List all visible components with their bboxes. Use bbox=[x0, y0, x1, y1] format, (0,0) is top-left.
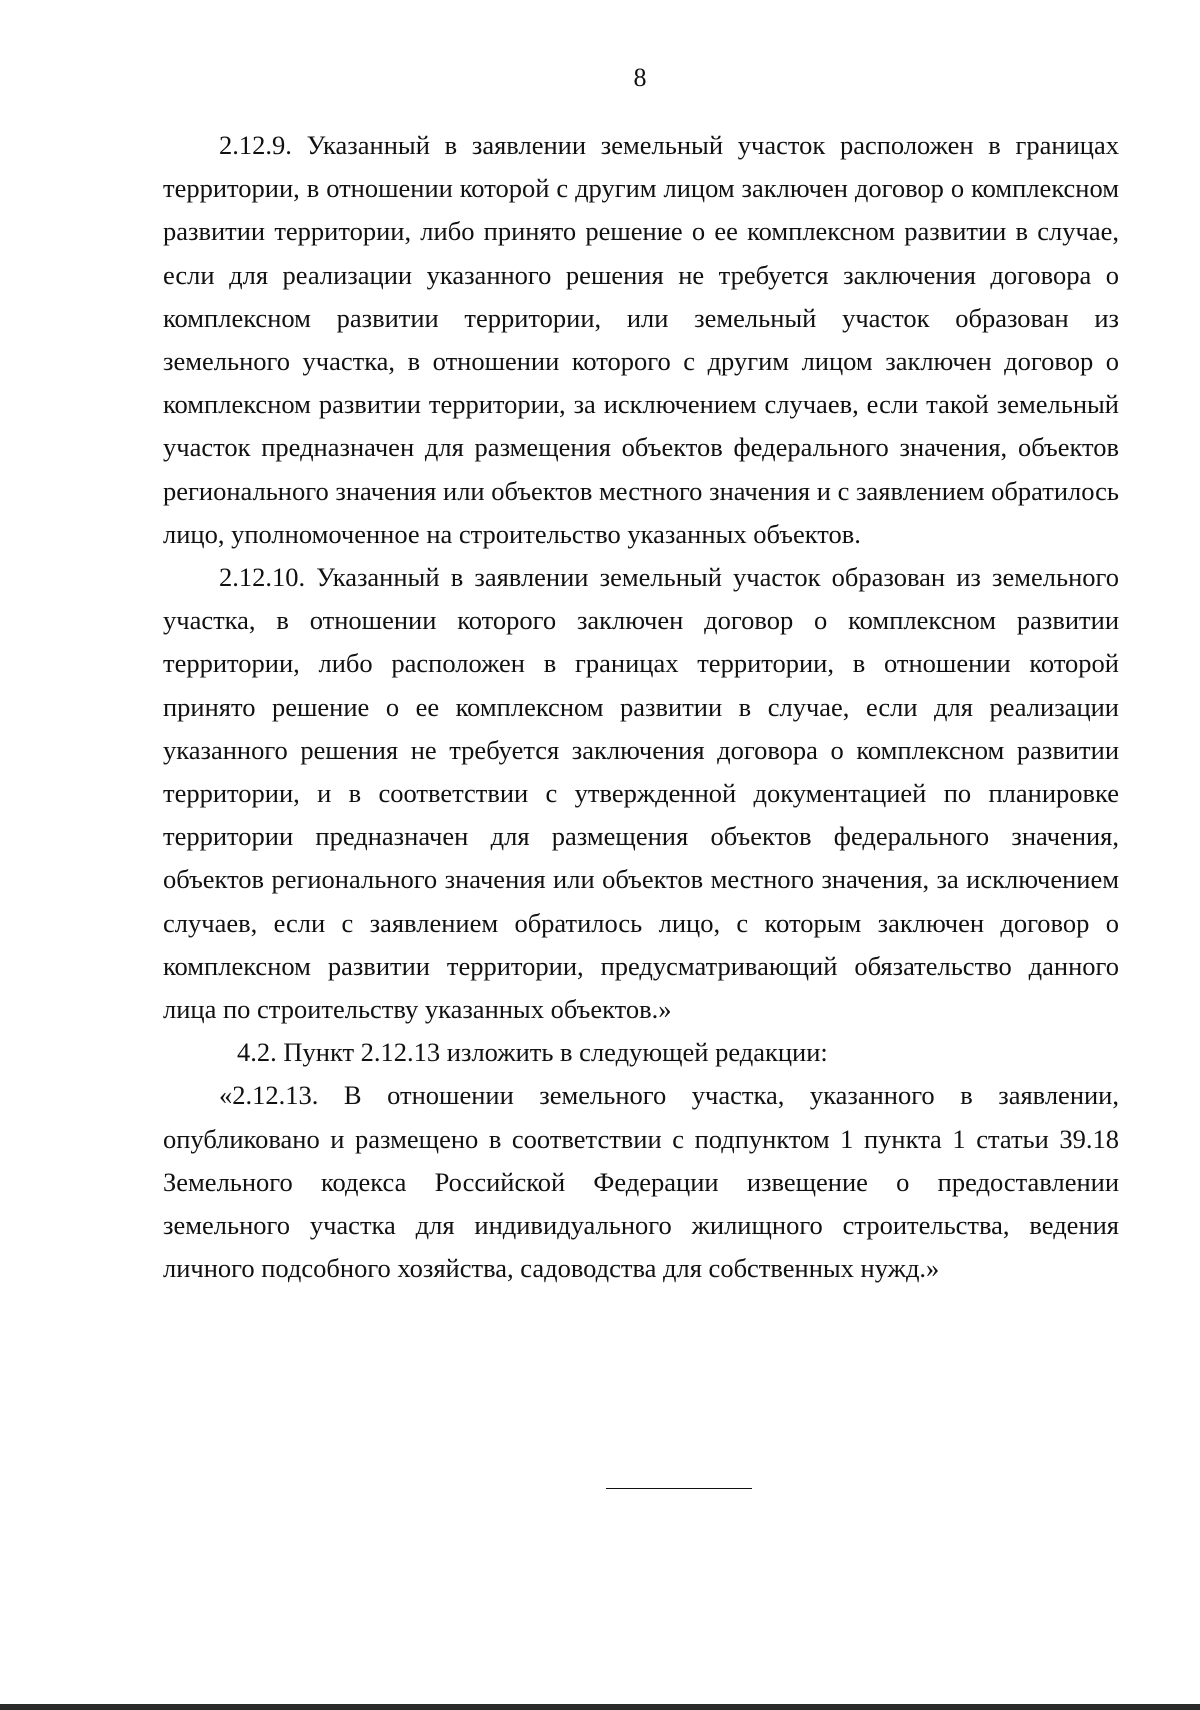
scan-bottom-edge bbox=[0, 1704, 1200, 1710]
paragraph-2-12-13: «2.12.13. В отношении земельного участка, указанного в заявлении, опубликовано и размещено в соответствии с подпунктом 1 пункта 1 статьи 39.18 Земельного кодекса Российской Федерации извещение о предоставлении земельного участка для индивидуального жилищного строительства, ведения личного подсобного хозяйства, садоводства для собственных нужд.» bbox=[163, 1080, 1119, 1284]
page-number: 8 bbox=[633, 63, 647, 92]
paragraph-2-12-10: 2.12.10. Указанный в заявлении земельный участок образован из земельного участка, в отношении которого заключен договор о комплексном развитии территории, либо расположен в границах территории, в отношении которой принято решение о ее комплексном развитии в случае, если для реализации указанного решения не требуется заключения договора о комплексном развитии территории, и в соответствии с утвержденной документацией по планировке территории предназначен для размещения объектов федерального значения, объектов регионального значения или объектов местного значения, за исключением случаев, если с заявлением обратилось лицо, с которым заключен договор о комплексном развитии территории, предусматривающий обязательство данного лица по строительству указанных объектов.» bbox=[163, 562, 1119, 1025]
paragraph-4-2: 4.2. Пункт 2.12.13 изложить в следующей редакции: bbox=[237, 1037, 828, 1068]
document-body bbox=[163, 124, 1119, 1290]
end-of-text-rule bbox=[606, 1488, 752, 1489]
paragraph-2-12-9: 2.12.9. Указанный в заявлении земельный участок расположен в границах территории, в отношении которой с другим лицом заключен договор о комплексном развитии территории, либо принято решение о ее комплексном развитии в случае, если для реализации указанного решения не требуется заключения договора о комплексном развитии территории, или земельный участок образован из земельного участка, в отношении которого с другим лицом заключен договор о комплексном развитии территории, за исключением случаев, если такой земельный участок предназначен для размещения объектов федерального значения, объектов регионального значения или объектов местного значения и с заявлением обратилось лицо, уполномоченное на строительство указанных объектов. bbox=[163, 130, 1119, 549]
